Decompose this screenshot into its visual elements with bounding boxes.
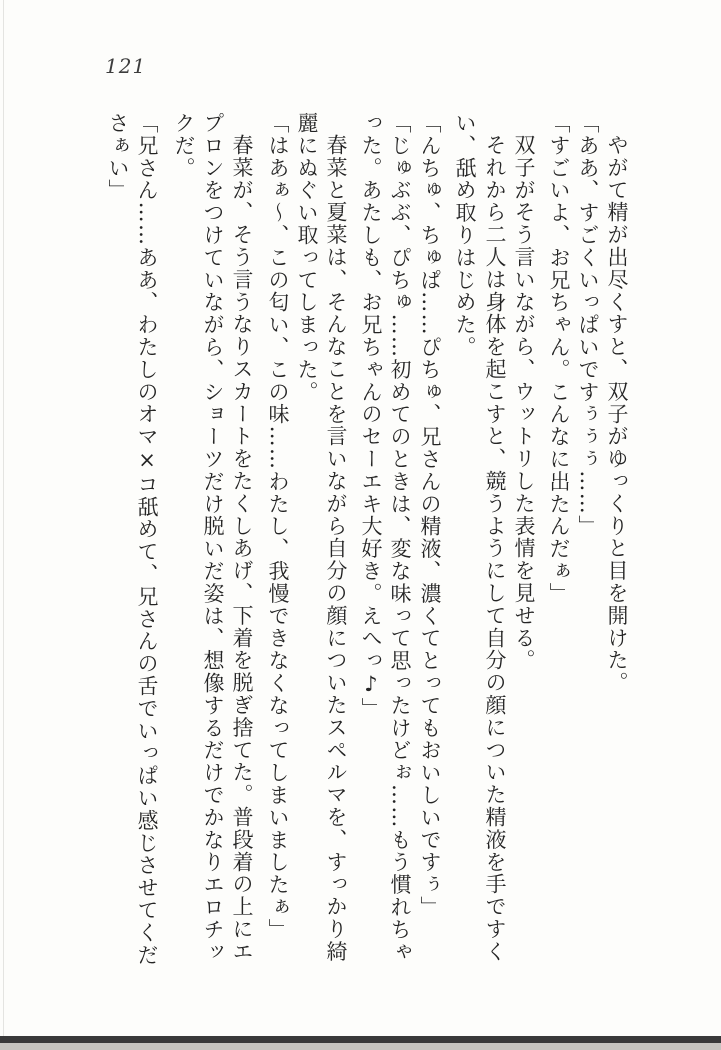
text-line-9: った。あたしも、お兄ちゃんのセーエキ大好き。えへっ♪」 (359, 112, 383, 720)
text-line-13: 春菜が、そう言うなりスカートをたくしあげ、下着を脱ぎ捨てた。普段着の上にエ (230, 134, 254, 963)
text-line-11: 麗にぬぐい取ってしまった。 (295, 112, 319, 404)
text-line-3: 「すごいよ、お兄ちゃん。こんなに出たんだぁ」 (547, 112, 571, 605)
scan-bottom-band-dark (0, 1036, 721, 1043)
text-line-14: プロンをつけていながら、ショーツだけ脱いだ姿は、想像するだけでかなりエロチッ (201, 112, 225, 964)
page-number: 121 (105, 54, 147, 78)
text-line-2: 「ああ、すごくいっぱいですぅぅぅ……」 (576, 112, 600, 538)
scan-bottom-band-light (0, 1043, 721, 1050)
text-line-8: 「じゅぶぶ、ぴちゅ……初めてのときは、変な味って思ったけどぉ……もう慣れちゃ (388, 112, 412, 964)
text-line-12: 「はあぁ〜、この匂い、この味……わたし、我慢できなくなってしまいましたぁ」 (266, 112, 290, 941)
text-line-5: それから二人は身体を起こすと、競うようにして自分の顔についた精液を手ですく (483, 134, 507, 963)
text-line-1: やがて精が出尽くすと、双子がゆっくりと目を開けた。 (605, 134, 629, 694)
text-line-4: 双子がそう言いながら、ウットリした表情を見せる。 (512, 134, 536, 672)
text-line-17: さぁい」 (106, 112, 130, 202)
text-line-10: 春菜と夏菜は、そんなことを言いながら自分の顔についたスペルマを、すっかり綺 (324, 134, 348, 963)
text-line-7: 「んちゅ、ちゅぱ……ぴちゅ、兄さんの精液、濃くてとってもおいしいですぅ」 (418, 112, 442, 919)
text-line-6: い、舐め取りはじめた。 (453, 112, 477, 359)
text-line-15: クだ。 (172, 112, 196, 180)
text-line-16: 「兄さん……ああ、わたしのオマ×コ舐めて、兄さんの舌でいっぱい感じさせてくだ (135, 112, 159, 967)
